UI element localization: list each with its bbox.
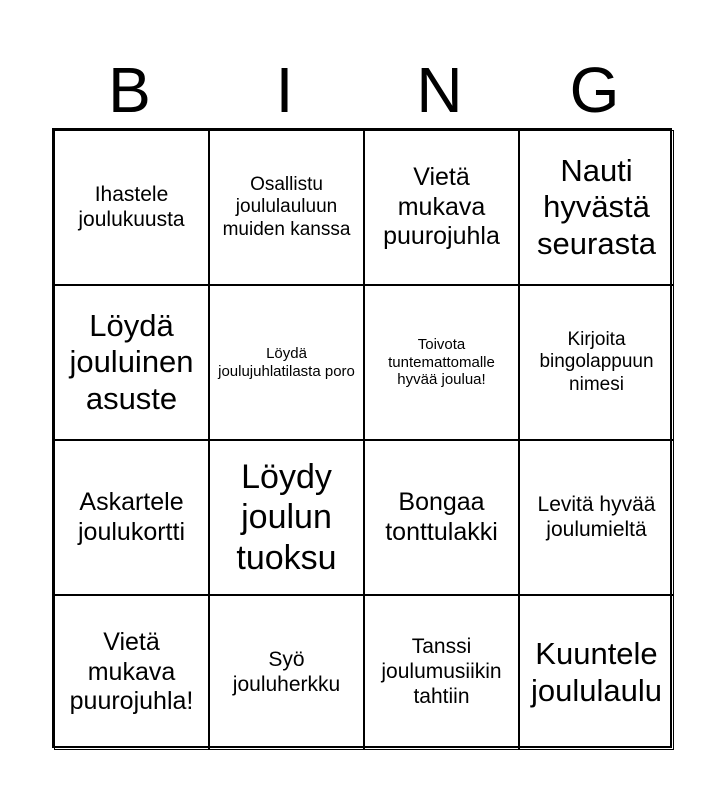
cell-text: Nauti hyvästä seurasta: [537, 152, 656, 261]
bingo-cell[interactable]: [209, 130, 364, 285]
cell-text: Askartele joulukortti: [78, 488, 185, 546]
bingo-cell[interactable]: [54, 595, 209, 750]
cell-text: Vietä mukava puurojuhla!: [69, 628, 194, 716]
cell-text: Kirjoita bingolappuun nimesi: [539, 328, 654, 395]
bingo-cell[interactable]: [364, 285, 519, 440]
cell-text: Löydä jouluinen asuste: [69, 307, 194, 416]
cell-text: Osallistu joululauluun muiden kanssa: [222, 173, 351, 240]
cell-text: Levitä hyvää joulumieltä: [537, 492, 656, 541]
bingo-cell[interactable]: [364, 130, 519, 285]
bingo-board: [52, 128, 672, 748]
bingo-cell[interactable]: [54, 440, 209, 595]
bingo-cell[interactable]: [54, 285, 209, 440]
bingo-cell[interactable]: [54, 130, 209, 285]
header-letter-i: I: [275, 54, 294, 126]
bingo-cell[interactable]: [209, 440, 364, 595]
cell-text: Bongaa tonttulakki: [385, 488, 498, 546]
cell-text: Syö jouluherkku: [232, 647, 341, 696]
cell-text: Ihastele joulukuusta: [78, 182, 185, 231]
bingo-cell[interactable]: [364, 440, 519, 595]
cell-text: Löydy joulun tuoksu: [236, 458, 337, 577]
bingo-cell[interactable]: [519, 440, 674, 595]
bingo-cell[interactable]: [209, 595, 364, 750]
cell-text: Toivota tuntemattomalle hyvää joulua!: [388, 335, 495, 389]
header-letter-n: N: [416, 54, 463, 126]
header-letter-g: G: [569, 54, 620, 126]
bingo-cell[interactable]: [519, 595, 674, 750]
bingo-cell[interactable]: [519, 285, 674, 440]
header-letter-b: B: [108, 54, 151, 126]
cell-text: Kuuntele joululaulu: [531, 635, 662, 708]
bingo-cell[interactable]: [519, 130, 674, 285]
cell-text: Vietä mukava puurojuhla: [383, 163, 500, 251]
cell-text: Löydä joulujuhlatilasta poro: [218, 344, 355, 380]
bingo-cell[interactable]: [209, 285, 364, 440]
bingo-cell[interactable]: [364, 595, 519, 750]
cell-text: Tanssi joulumusiikin tahtiin: [381, 635, 502, 708]
bingo-header: [52, 52, 672, 128]
